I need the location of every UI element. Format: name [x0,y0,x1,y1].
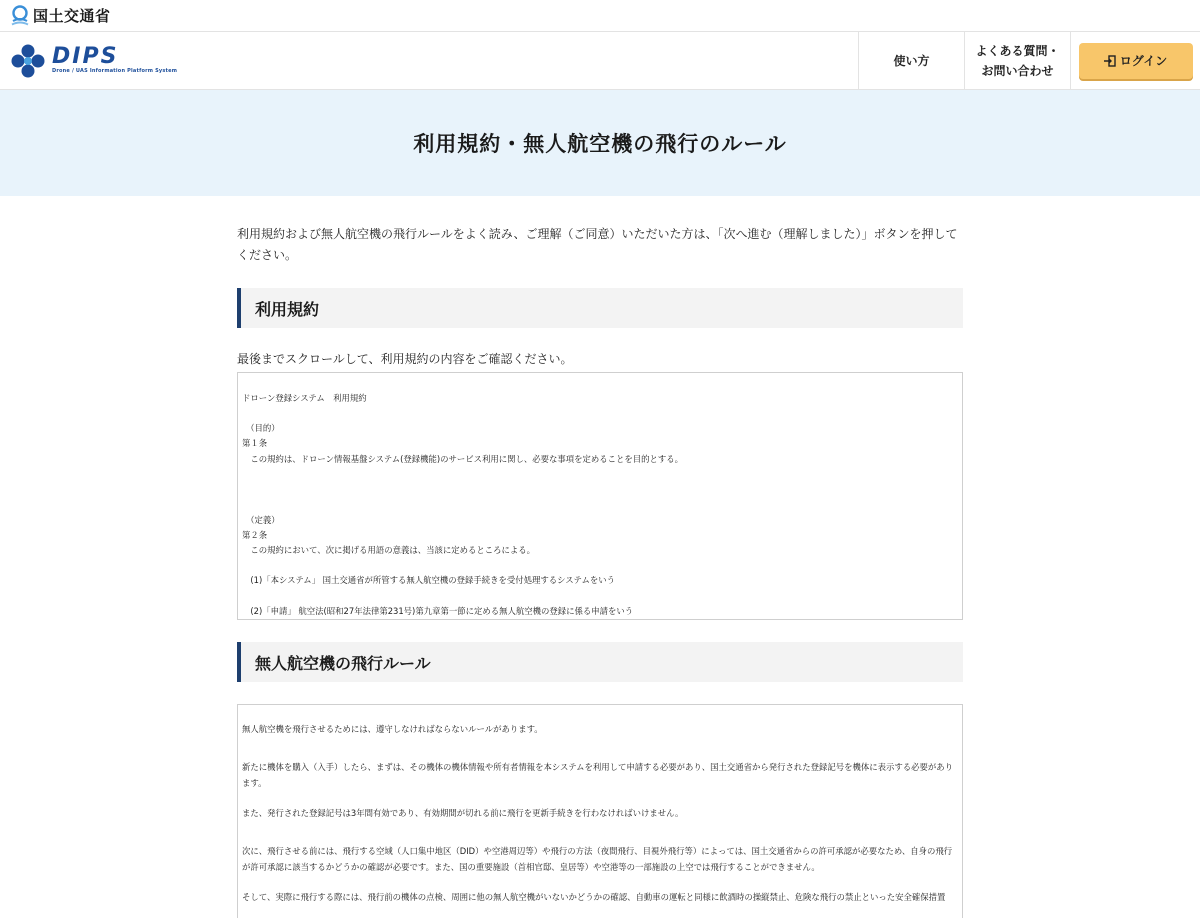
terms-definition-2: (2)「申請」 航空法(昭和27年法律第231号)第九章第一節に定める無人航空機の登録に係る申請をいう [242,605,634,616]
dips-subtitle: Drone / UAS Information Platform System [52,68,178,74]
login-button-label: ログイン [1119,54,1168,68]
terms-definition-1: (1)「本システム」 国土交通省が所管する無人航空機の登録手続きを受付処理するシステムをいう [242,575,615,586]
login-icon [1104,55,1116,67]
hero-banner [0,90,1200,196]
terms-article-1-text: この規約は、ドローン情報基盤システム(登録機能)のサービス利用に関し、必要な事項を定めることを目的とする。 [242,453,684,464]
rules-paragraph-2: 新たに機体を購入（入手）したら、まずは、その機体の機体情報や所有者情報を本システムを利用して申請する必要があり、国土交通省から発行された登録記号を機体に表示する必要があります。 [242,762,954,788]
terms-article-2-text: この規約において、次に掲げる用語の意義は、当該に定めるところによる。 [242,545,535,556]
terms-article-1: 第１条 [242,438,268,449]
rules-paragraph-4: 次に、飛行させる前には、飛行する空域（人口集中地区（DID）や空港周辺等）や飛行の方法（夜間飛行、目視外飛行等）によっては、国土交通省からの許可承認が必要なため、自身の飛行が許可承認に該当するかどうかの確認が必要です。また、国の重要施設（首相官邸、皇居等）や空港等の一部施設の上空では飛行することができません。 [242,846,953,872]
ministry-logo[interactable] [10,5,111,27]
dips-logo-text [52,46,177,75]
terms-definition-label: （定義） [242,514,280,525]
dips-wordmark: DIPS [52,44,119,69]
page-title: 利用規約・無人航空機の飛行のルール [413,132,787,156]
login-area [1070,32,1200,89]
dips-logo[interactable] [0,32,177,89]
login-button[interactable] [1079,43,1193,79]
terms-heading: 利用規約 [237,288,963,328]
dips-logo-mark-icon [10,43,46,79]
nav-faq-label-line2: お問い合わせ [981,63,1054,78]
terms-scroll-box[interactable] [237,372,963,620]
rules-paragraph-3: また、発行された登録記号は3年間有効であり、有効期間が切れる前に飛行を更新手続きを行わなければいけません。 [242,808,684,818]
rules-paragraph-1: 無人航空機を飛行させるためには、遵守しなければならないルールがあります。 [242,724,543,734]
terms-title: ドローン登録システム 利用規約 [242,393,367,403]
rules-paragraph-5: そして、実際に飛行する際には、飛行前の機体の点検、周囲に他の無人航空機がいないかどうかの確認、自動車の運転と同様に飲酒時の操縦禁止、危険な飛行の禁止といった安全確保措置 [242,892,946,902]
nav-how-to-use[interactable] [858,32,964,89]
intro-text: 利用規約および無人航空機の飛行ルールをよく読み、ご理解（ご同意）いただいた方は、「次へ進む（理解しました）」ボタンを押してください。 [237,227,958,262]
ministry-bar [0,0,1200,32]
main-content [237,196,963,918]
terms-scroll-note: 最後までスクロールして、利用規約の内容をご確認ください。 [237,352,573,366]
ministry-name: 国土交通省 [33,7,111,25]
nav-how-to-use-label: 使い方 [893,53,930,68]
site-header [0,32,1200,90]
nav-faq-contact[interactable] [964,32,1070,89]
terms-article-2: 第２条 [242,530,268,541]
flight-rules-box[interactable] [237,704,963,918]
flight-rules-heading: 無人航空機の飛行ルール [237,642,963,682]
mlit-emblem-icon [10,5,30,27]
main-nav [858,32,1200,89]
terms-purpose-label: （目的） [242,423,280,434]
nav-faq-label-line1: よくある質問・ [975,43,1060,58]
